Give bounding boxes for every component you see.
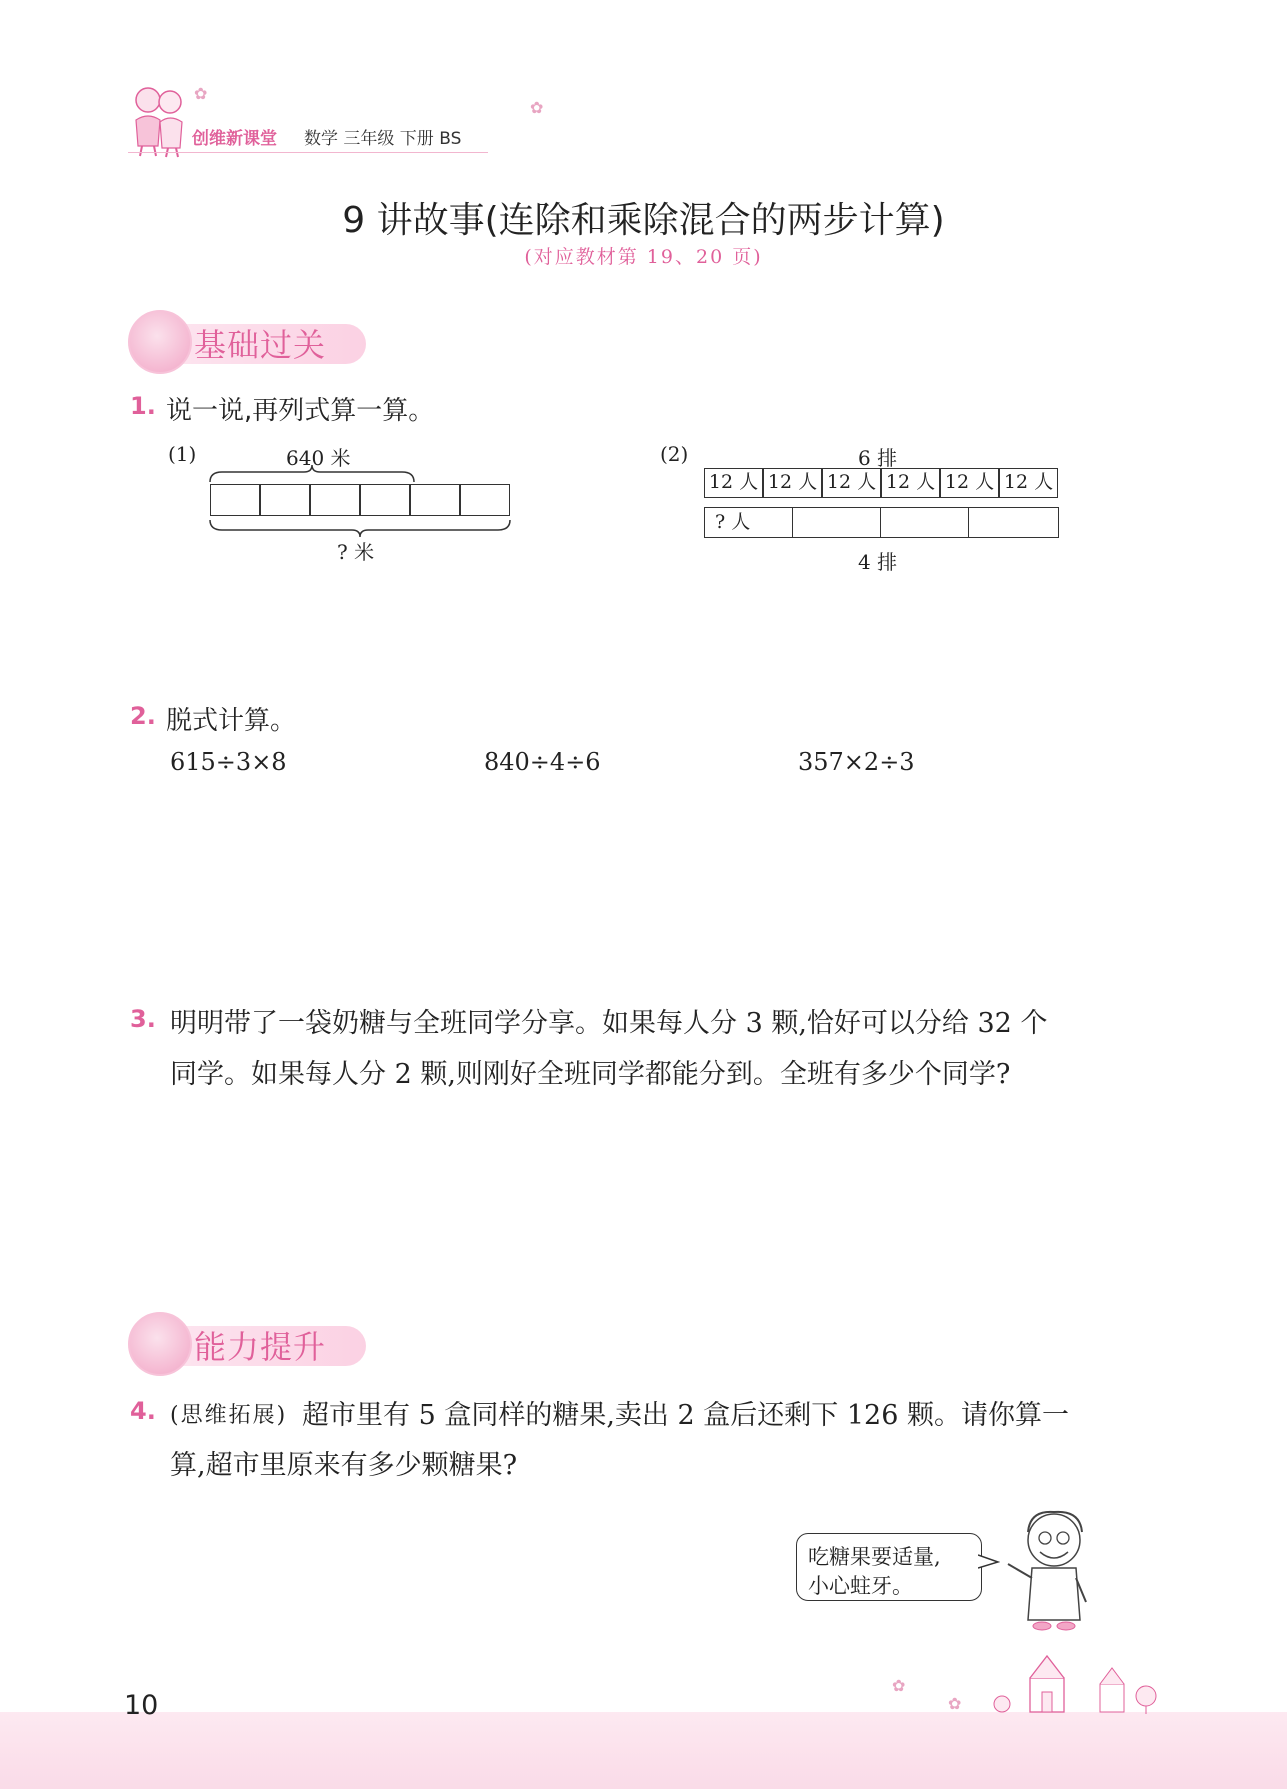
sparkle-icon: ✿ <box>530 98 544 117</box>
question-text: 说一说,再列式算一算。 <box>166 396 435 426</box>
expression: 615÷3×8 <box>170 748 287 776</box>
lesson-title: 9 讲故事(连除和乘除混合的两步计算) <box>342 200 945 241</box>
top-brace <box>208 464 416 484</box>
header-brand: 创维新课堂 <box>192 129 277 149</box>
segment-cell <box>460 484 510 516</box>
section-banner-advanced <box>128 1308 368 1374</box>
question-tag: (思维拓展) <box>170 1403 288 1428</box>
row-cell: 12 人 <box>940 468 999 498</box>
page-number: 10 <box>124 1690 159 1721</box>
diagram-bottom-label: 4 排 <box>858 550 898 574</box>
question-number: 2. <box>130 702 156 730</box>
sparkle-icon: ✿ <box>194 84 208 103</box>
sparkle-icon: ✿ <box>948 1694 962 1713</box>
expression: 357×2÷3 <box>798 748 915 776</box>
row-cell: 12 人 <box>999 468 1058 498</box>
segment-cell <box>360 484 410 516</box>
question-number: 4. <box>130 1397 156 1425</box>
question-text-line: 明明带了一袋奶糖与全班同学分享。如果每人分 3 颗,恰好可以分给 32 个 <box>170 1008 1048 1039</box>
question-number: 1. <box>130 392 156 420</box>
unknown-cell: ? 人 <box>704 507 793 538</box>
bubble-text: 小心蛀牙。 <box>808 1574 913 1598</box>
segment-cell <box>792 507 881 538</box>
expression: 840÷4÷6 <box>484 748 601 776</box>
segment-cell <box>968 507 1059 538</box>
row-cell: 12 人 <box>763 468 822 498</box>
section-face-icon <box>128 310 192 374</box>
segment-cell <box>210 484 260 516</box>
diagram-top-label: 6 排 <box>858 446 898 470</box>
bubble-tail <box>978 1554 1000 1570</box>
lesson-subtitle: (对应教材第 19、20 页) <box>524 246 763 268</box>
question-number: 3. <box>130 1005 156 1033</box>
diagram-part-label: (2) <box>660 442 689 466</box>
row-cell: 12 人 <box>704 468 763 498</box>
question-text-line: 同学。如果每人分 2 颗,则刚好全班同学都能分到。全班有多少个同学? <box>170 1059 1011 1090</box>
segment-cell <box>410 484 460 516</box>
diagram-part-label: (1) <box>168 442 197 466</box>
row-cell: 12 人 <box>822 468 881 498</box>
section-title: 能力提升 <box>194 1328 327 1366</box>
question-text-line: 算,超市里原来有多少颗糖果? <box>170 1450 518 1481</box>
castle-decoration-icon <box>990 1650 1170 1714</box>
kids-illustration-icon <box>128 82 190 158</box>
section-banner-basic <box>128 306 368 372</box>
grandpa-illustration-icon <box>1000 1502 1100 1642</box>
segment-cell <box>260 484 310 516</box>
segment-cell <box>310 484 360 516</box>
diagram-bottom-label: ? 米 <box>337 540 375 564</box>
question-text: 脱式计算。 <box>166 706 297 736</box>
bottom-brace <box>208 518 512 538</box>
diagram-top-label: 640 米 <box>286 446 351 470</box>
header-divider <box>128 152 488 153</box>
section-title: 基础过关 <box>194 326 327 364</box>
row-cell: 12 人 <box>881 468 940 498</box>
sparkle-icon: ✿ <box>892 1676 906 1695</box>
segment-cell <box>880 507 969 538</box>
footer-band <box>0 1712 1287 1789</box>
bubble-text: 吃糖果要适量, <box>808 1545 941 1569</box>
section-face-icon <box>128 1312 192 1376</box>
question-text-line: 超市里有 5 盒同样的糖果,卖出 2 盒后还剩下 126 颗。请你算一 <box>302 1400 1069 1431</box>
header-book-info: 数学 三年级 下册 BS <box>304 129 462 149</box>
